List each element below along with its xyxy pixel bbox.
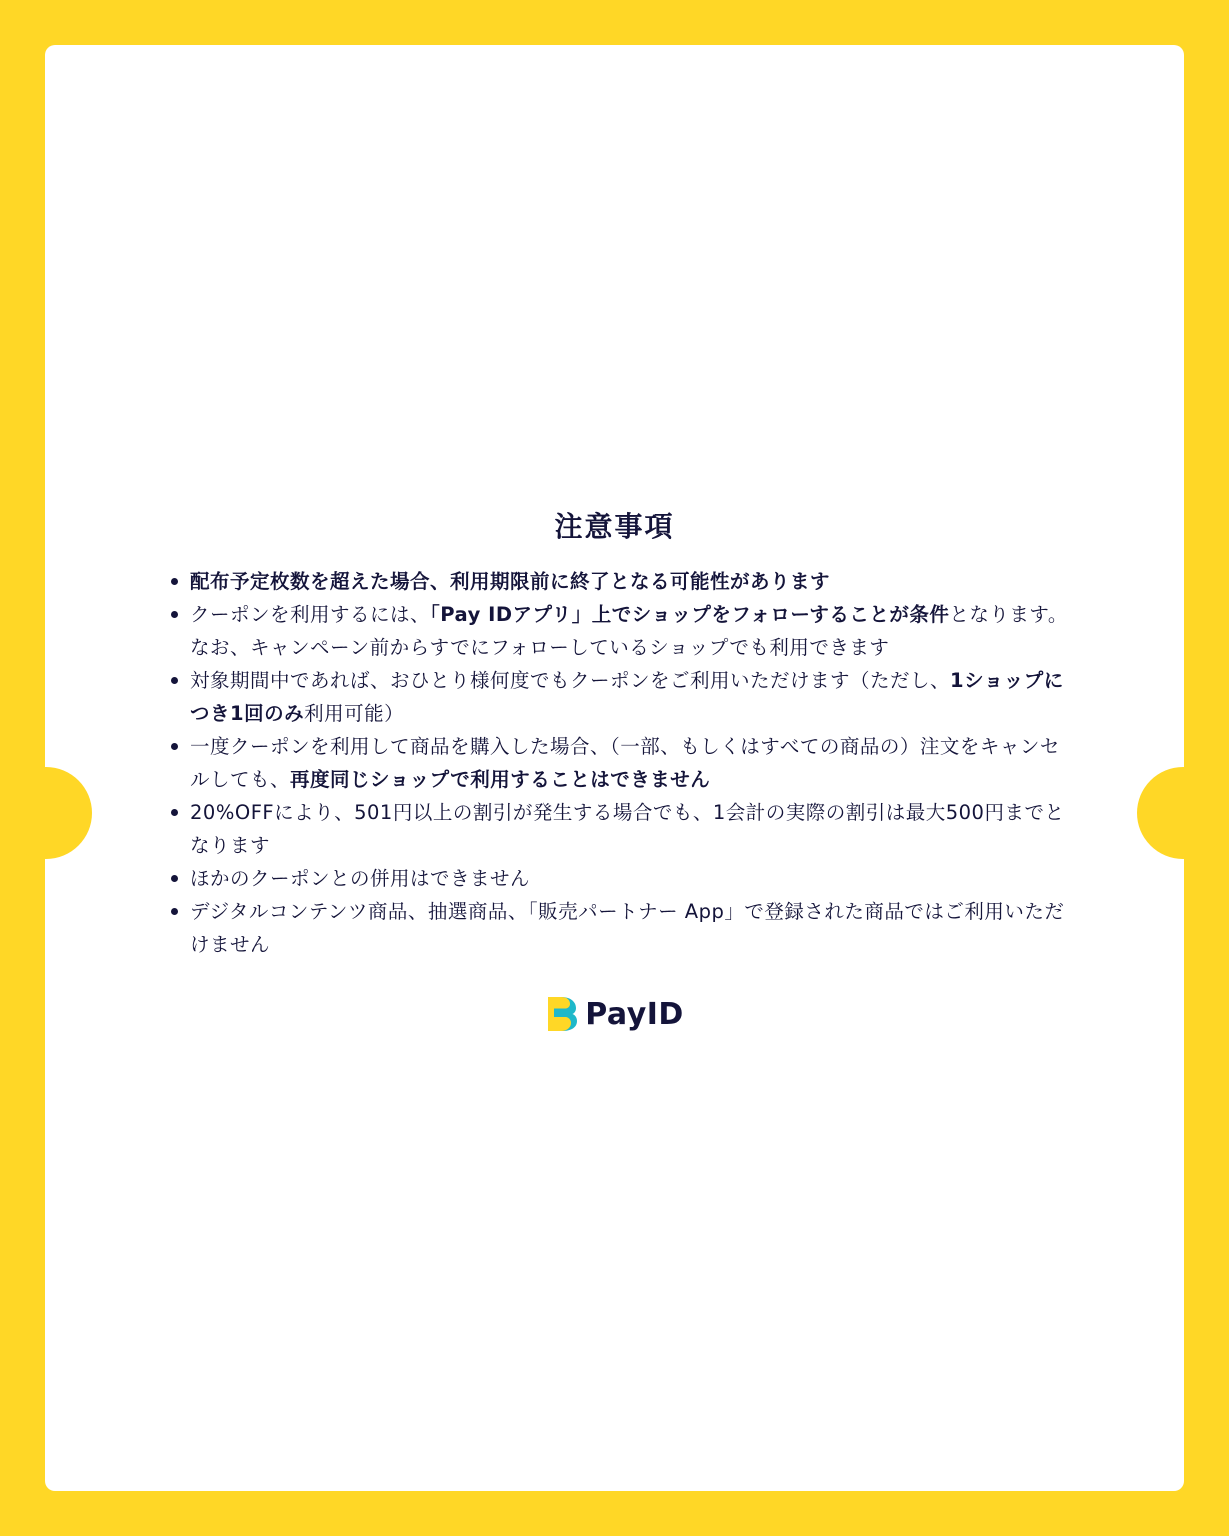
notice-card	[45, 45, 1184, 1491]
note-text: デジタルコンテンツ商品、抽選商品、「販売パートナー App」で登録された商品ではご利用いただけません	[190, 900, 1065, 956]
payid-logo	[45, 995, 1184, 1033]
note-text: クーポンを利用するには、	[190, 603, 431, 626]
note-text-bold: 「Pay IDアプリ」上でショップをフォローすることが条件	[430, 603, 950, 626]
note-item	[190, 664, 1070, 730]
note-text: となります。なお、キャンペーン前からすでにフォローしているショップでも利用できます	[190, 603, 1068, 659]
note-item	[190, 565, 1070, 598]
note-text: 一度クーポンを利用して商品を購入した場合、（一部、もしくはすべての商品の）注文をキャンセルしても、	[190, 735, 1060, 791]
notes-list	[190, 565, 1070, 961]
note-item	[190, 862, 1070, 895]
notice-title: 注意事項	[554, 510, 675, 543]
note-item	[190, 598, 1070, 664]
note-item	[190, 730, 1070, 796]
note-text-bold: 配布予定枚数を超えた場合、利用期限前に終了となる可能性があります	[190, 570, 831, 593]
note-text-bold: 1ショップにつき1回のみ	[190, 669, 1064, 725]
note-text: 対象期間中であれば、おひとり様何度でもクーポンをご利用いただけます（ただし、	[190, 669, 951, 692]
note-item	[190, 796, 1070, 862]
note-item	[190, 895, 1070, 961]
payid-logo-text: PayID	[585, 996, 684, 1032]
note-text: ほかのクーポンとの併用はできません	[190, 867, 531, 890]
payid-logo-icon	[545, 995, 579, 1033]
note-text: 利用可能）	[304, 702, 405, 725]
note-text-bold: 再度同じショップで利用することはできません	[290, 768, 711, 791]
note-text: 20%OFFにより、501円以上の割引が発生する場合でも、1会計の実際の割引は最大500円までとなります	[190, 801, 1065, 857]
ticket-notch-left	[0, 767, 92, 859]
ticket-notch-right	[1137, 767, 1229, 859]
